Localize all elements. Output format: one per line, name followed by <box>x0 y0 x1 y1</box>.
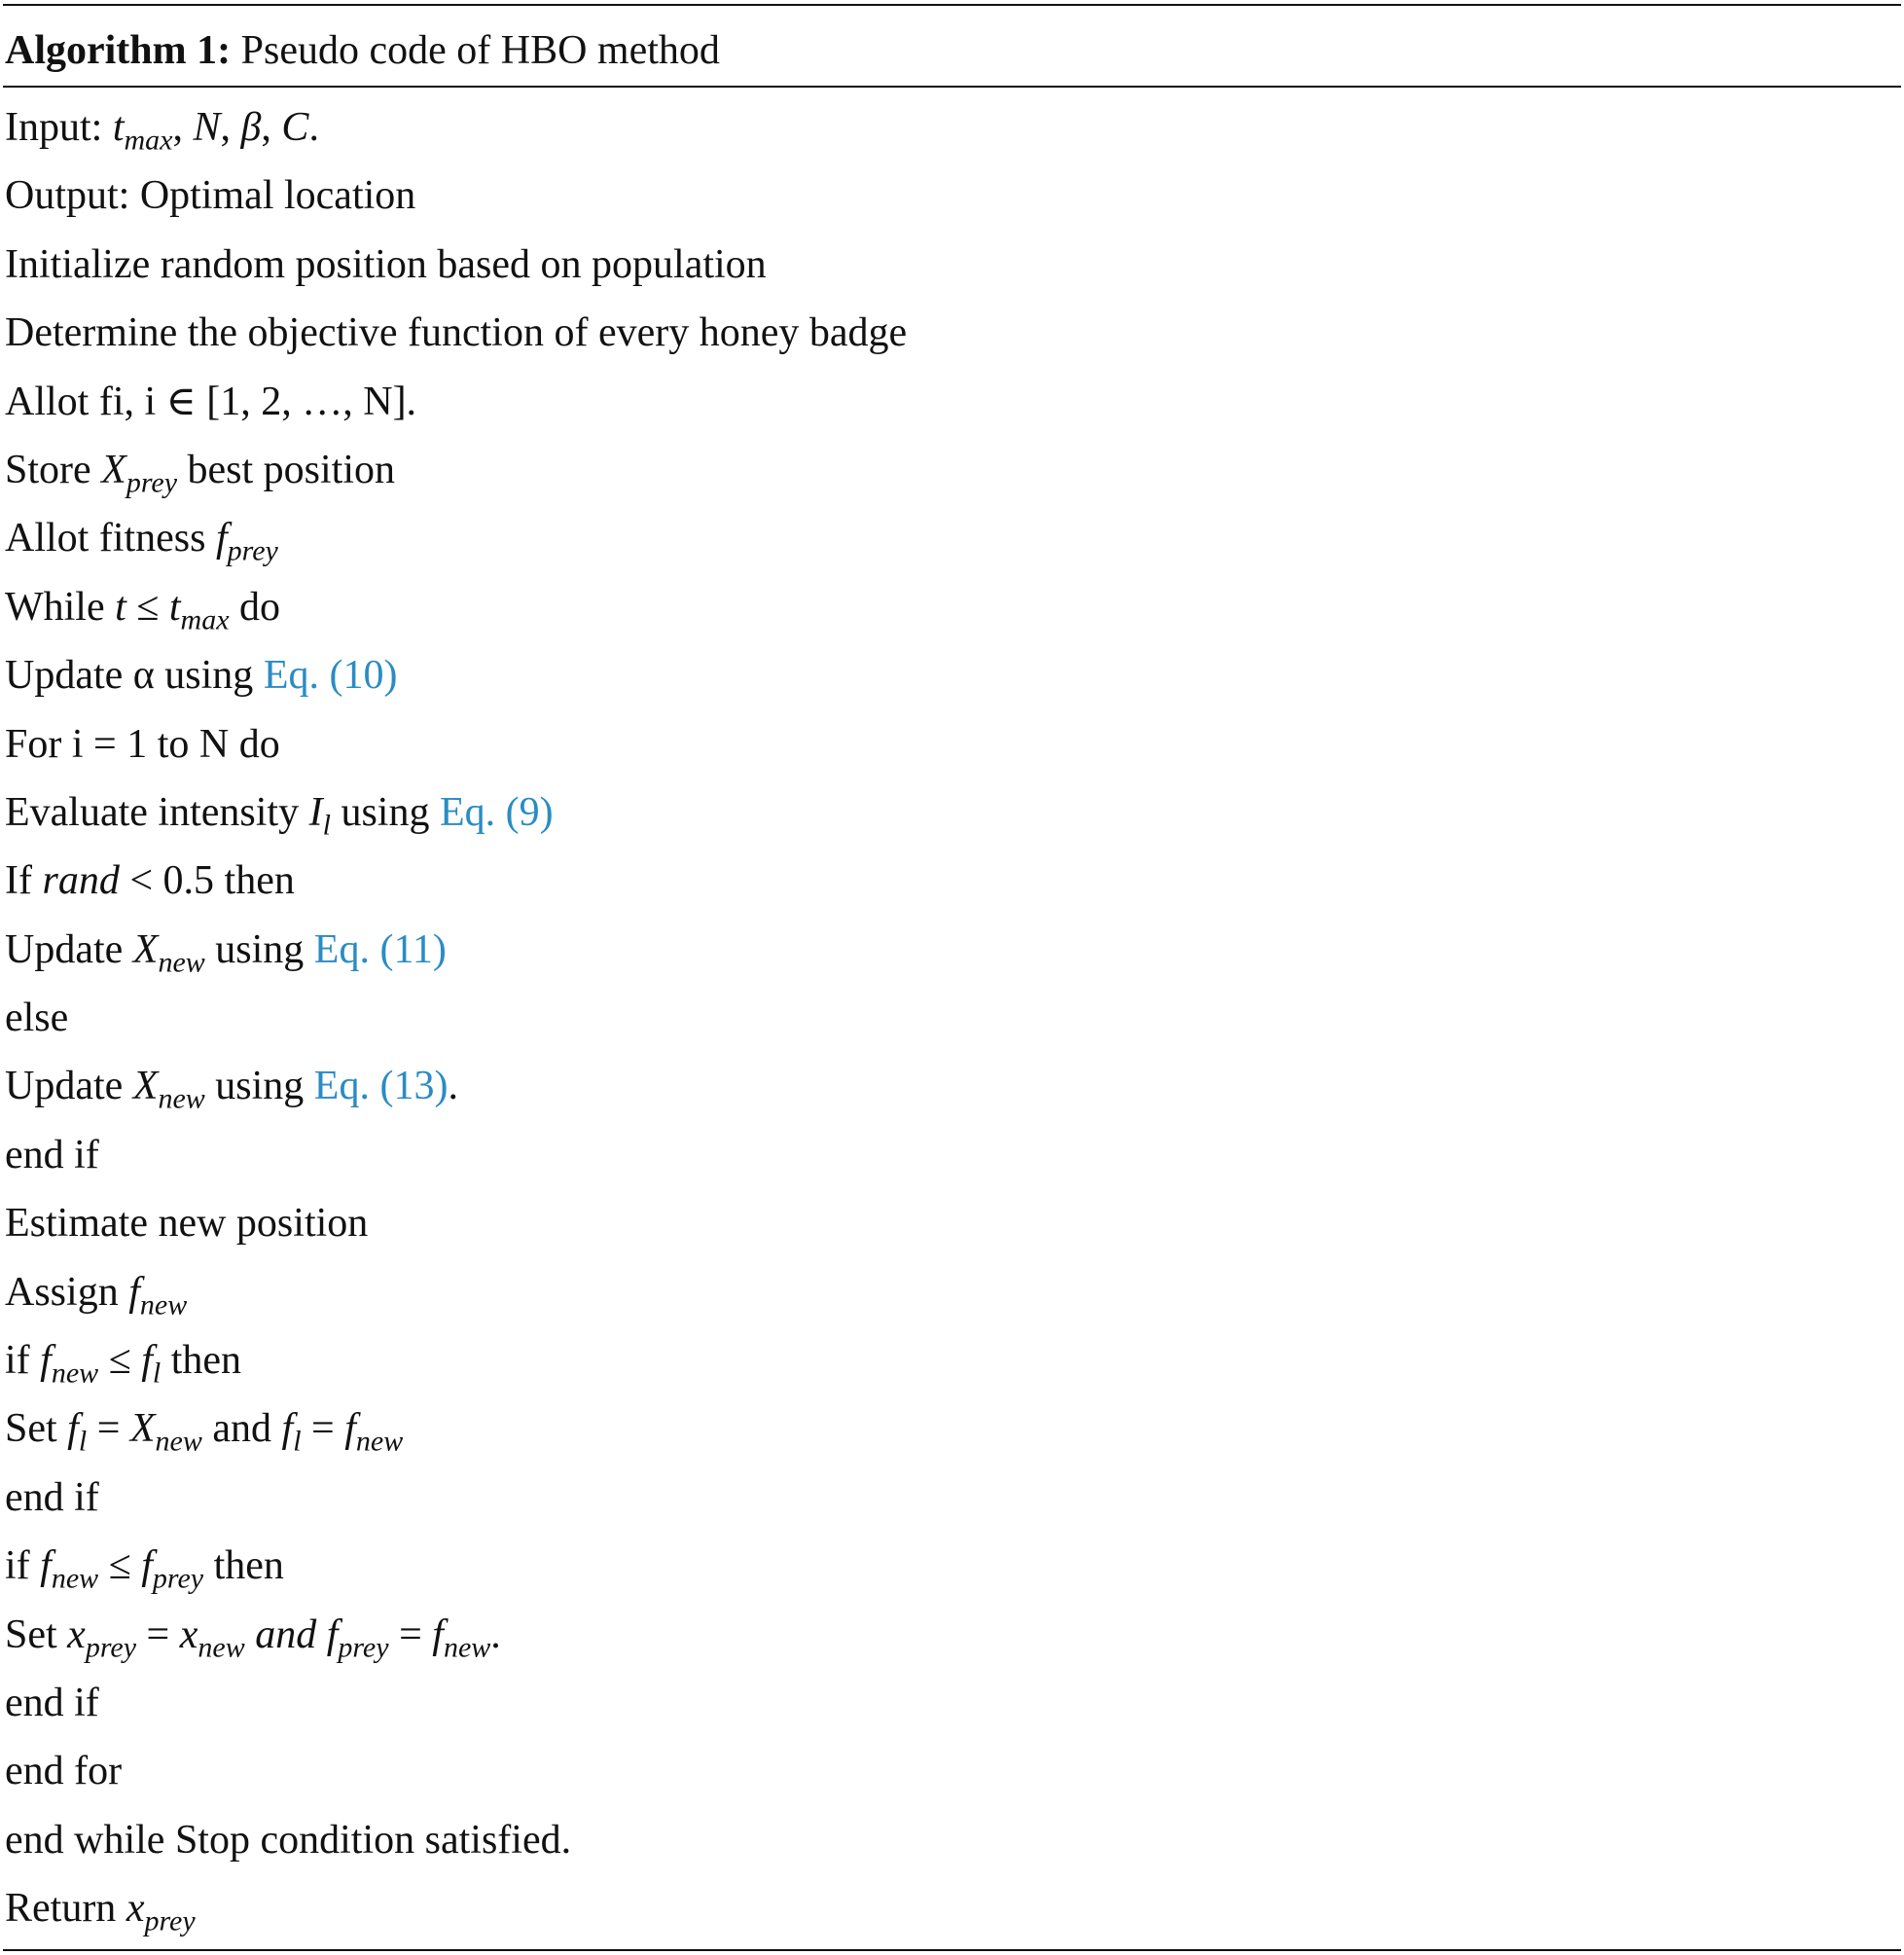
math-subscript: max <box>180 603 230 636</box>
code-text: do <box>229 584 281 630</box>
code-text: then <box>203 1543 284 1589</box>
code-line <box>5 1468 907 1537</box>
algorithm-title: Pseudo code of HBO method <box>240 28 720 73</box>
math-subscript: new <box>51 1562 99 1595</box>
code-text: For i = 1 to N do <box>5 721 280 767</box>
top-rule <box>3 4 1901 6</box>
code-text: If <box>5 858 43 904</box>
math-subscript: new <box>443 1631 491 1664</box>
code-line <box>5 441 907 509</box>
equation-reference-link[interactable]: Eq. (10) <box>263 653 398 699</box>
math-symbol: X <box>101 447 126 492</box>
code-text: end while Stop condition satisfied. <box>5 1817 572 1863</box>
code-line <box>5 1674 907 1742</box>
math-symbol: and f <box>255 1611 339 1657</box>
code-text <box>245 1612 256 1657</box>
math-subscript: max <box>124 124 173 157</box>
code-text: Set <box>5 1406 68 1452</box>
equation-reference-link[interactable]: Eq. (11) <box>313 926 447 972</box>
code-line <box>5 783 907 851</box>
math-subscript: prey <box>144 1904 196 1937</box>
code-text: . <box>308 105 319 150</box>
code-line <box>5 1879 907 1947</box>
equation-reference-link[interactable]: Eq. (13) <box>313 1064 449 1109</box>
header-rule <box>3 86 1901 88</box>
code-text: = <box>388 1611 433 1657</box>
code-line <box>5 989 907 1057</box>
math-symbol: N <box>193 105 221 150</box>
math-subscript: prey <box>152 1562 204 1595</box>
code-text: else <box>5 996 69 1041</box>
math-symbol: t <box>168 584 181 630</box>
code-line <box>5 1263 907 1331</box>
code-text: Return <box>5 1886 126 1932</box>
code-text: < 0.5 then <box>119 858 295 904</box>
code-text: . <box>448 1064 458 1109</box>
algorithm-header <box>5 21 720 80</box>
math-subscript: l <box>152 1357 162 1390</box>
code-text: end for <box>5 1749 123 1794</box>
code-text: best position <box>177 447 396 492</box>
math-symbol: f <box>432 1611 444 1657</box>
math-symbol: β <box>240 105 262 150</box>
math-symbol: rand <box>42 858 120 904</box>
math-subscript: new <box>355 1426 404 1459</box>
math-symbol: f <box>40 1543 52 1589</box>
math-symbol: x <box>179 1611 198 1657</box>
code-text: using <box>204 926 314 972</box>
math-subscript: prey <box>85 1631 137 1664</box>
code-text: = <box>136 1611 180 1657</box>
math-subscript: new <box>158 946 205 979</box>
code-text: Initialize random position based on population <box>5 241 767 287</box>
code-line <box>5 921 907 989</box>
code-line <box>5 1331 907 1399</box>
math-symbol: I <box>308 789 323 835</box>
math-symbol: f <box>141 1543 153 1589</box>
code-text: if <box>5 1543 41 1589</box>
math-subscript: new <box>158 1083 205 1116</box>
math-subscript: prey <box>126 466 178 499</box>
code-text: and <box>201 1406 282 1452</box>
code-text: . <box>490 1611 501 1657</box>
math-subscript: new <box>198 1631 245 1664</box>
math-symbol: f <box>216 516 228 561</box>
math-subscript: new <box>51 1357 99 1390</box>
code-text: ≤ <box>126 584 169 630</box>
code-text: Update <box>5 1064 133 1109</box>
code-text: Output: Optimal location <box>5 173 416 219</box>
code-line <box>5 715 907 783</box>
code-line <box>5 166 907 235</box>
math-symbol: X <box>132 1064 159 1109</box>
code-text: Estimate new position <box>5 1201 369 1247</box>
math-subscript: l <box>293 1426 302 1459</box>
math-symbol: f <box>128 1269 140 1315</box>
math-symbol: f <box>141 1338 153 1384</box>
math-subscript: l <box>322 809 331 842</box>
code-text: Set <box>5 1611 68 1657</box>
math-symbol: C <box>281 105 309 150</box>
code-text: While <box>5 584 116 630</box>
algorithm-label: Algorithm 1: <box>5 28 232 73</box>
code-text: using <box>330 789 440 835</box>
code-text: end if <box>5 1132 99 1177</box>
code-text: , <box>220 105 241 150</box>
code-line <box>5 851 907 920</box>
code-line <box>5 1606 907 1674</box>
code-line <box>5 373 907 441</box>
equation-reference-link[interactable]: Eq. (9) <box>439 789 554 835</box>
pseudocode-lines <box>5 98 907 1948</box>
code-line <box>5 1399 907 1467</box>
math-subscript: new <box>139 1288 188 1321</box>
code-text: = <box>301 1406 345 1452</box>
code-text: Allot fi, i ∈ [1, 2, …, N]. <box>5 379 417 424</box>
code-text: ≤ <box>98 1338 142 1384</box>
code-text: end if <box>5 1474 99 1520</box>
code-text: then <box>161 1338 242 1384</box>
code-line <box>5 98 907 166</box>
code-text: ≤ <box>98 1543 142 1589</box>
code-line <box>5 235 907 304</box>
code-line <box>5 1194 907 1262</box>
bottom-rule <box>3 1949 1901 1951</box>
code-text: Assign <box>5 1269 129 1315</box>
code-line <box>5 1537 907 1605</box>
math-symbol: X <box>129 1406 156 1452</box>
code-line <box>5 1811 907 1879</box>
math-subscript: new <box>155 1426 202 1459</box>
code-text: Evaluate intensity <box>5 789 309 835</box>
math-subscript: prey <box>338 1631 389 1664</box>
math-symbol: f <box>281 1406 294 1452</box>
math-symbol: f <box>67 1406 79 1452</box>
code-text: , <box>261 105 282 150</box>
code-line <box>5 1742 907 1810</box>
math-subscript: l <box>78 1426 88 1459</box>
math-symbol: t <box>115 584 126 630</box>
code-text: Store <box>5 447 102 492</box>
math-symbol: x <box>67 1611 86 1657</box>
code-line <box>5 646 907 714</box>
code-text: Input: <box>5 105 113 150</box>
code-text: , <box>172 105 194 150</box>
code-text: if <box>5 1338 41 1384</box>
math-symbol: X <box>132 926 159 972</box>
code-text: Update <box>5 926 133 972</box>
code-line <box>5 1126 907 1194</box>
math-symbol: t <box>112 105 125 150</box>
code-line <box>5 1057 907 1125</box>
code-line <box>5 509 907 577</box>
code-text: using <box>204 1064 314 1109</box>
code-text: Determine the objective function of every honey badge <box>5 310 908 356</box>
math-subscript: prey <box>227 534 278 567</box>
code-text: Allot fitness <box>5 516 216 561</box>
math-symbol: f <box>344 1406 356 1452</box>
code-text: = <box>87 1406 130 1452</box>
math-symbol: x <box>126 1886 145 1932</box>
math-symbol: f <box>40 1338 52 1384</box>
code-line <box>5 578 907 646</box>
code-text: Update α using <box>5 653 264 699</box>
code-line <box>5 304 907 372</box>
code-text: end if <box>5 1680 99 1725</box>
